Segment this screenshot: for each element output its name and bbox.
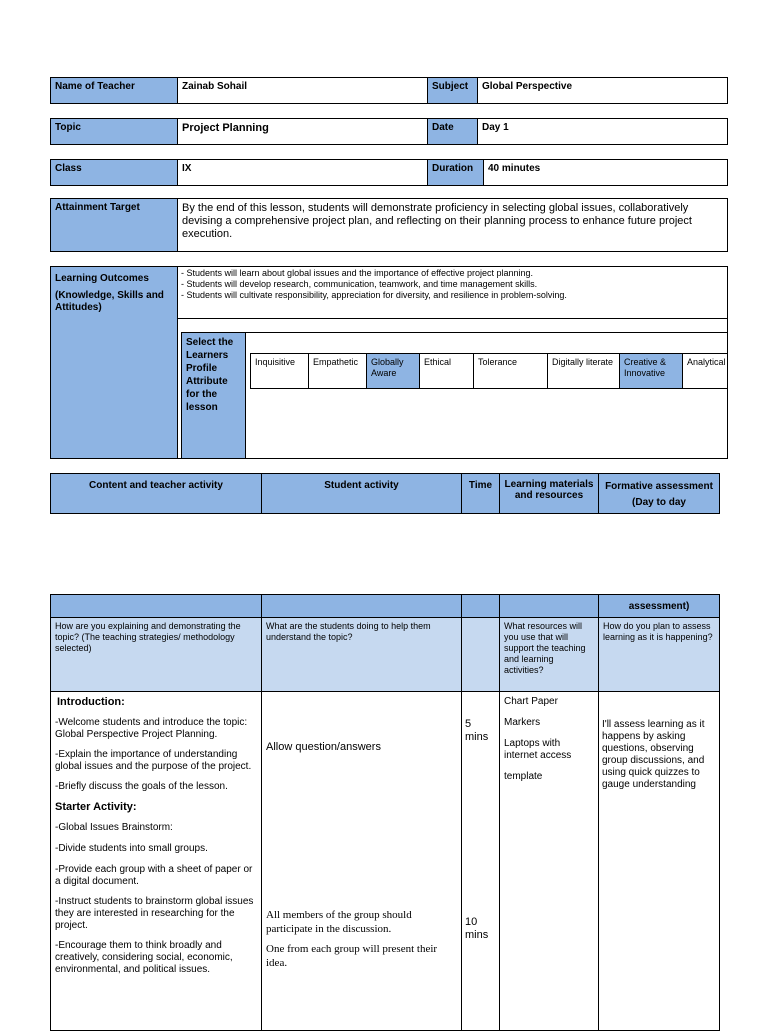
material-item: template — [504, 771, 543, 782]
starter-heading: Starter Activity: — [55, 801, 137, 813]
attr-tolerance[interactable]: Tolerance — [473, 353, 548, 389]
attr-empathetic[interactable]: Empathetic — [308, 353, 367, 389]
teacher-label: Name of Teacher — [50, 77, 178, 104]
intro-item: -Welcome students and introduce the topic: Global Perspective Project Planning. — [55, 717, 248, 740]
starter-item: -Instruct students to brainstorm global issues they are interested in researching for the project. — [55, 896, 254, 931]
intro-heading: Introduction: — [57, 696, 125, 708]
cont-header-student — [261, 594, 462, 618]
outcomes-divider — [177, 318, 728, 319]
col-header-content: Content and teacher activity — [50, 473, 262, 514]
guide-formative: How do you plan to assess learning as it is happening? — [598, 617, 720, 692]
outcomes-sublabel: (Knowledge, Skills and Attitudes) — [55, 290, 164, 313]
attr-analytical[interactable]: Analytical — [682, 353, 728, 389]
duration-value: 40 minutes — [483, 159, 728, 186]
teacher-name: Zainab Sohail — [177, 77, 428, 104]
date-label: Date — [427, 118, 478, 145]
col-header-student: Student activity — [261, 473, 462, 514]
guide-content: How are you explaining and demonstrating the topic? (The teaching strategies/ methodology selected) — [50, 617, 262, 692]
time-starter: 10 mins — [465, 916, 489, 941]
cont-header-formative: assessment) — [598, 594, 720, 618]
attr-ethical[interactable]: Ethical — [419, 353, 474, 389]
lesson-content — [55, 696, 258, 976]
student-starter-item: One from each group will present their idea. — [266, 943, 438, 969]
outcomes-label: Learning Outcomes — [55, 273, 149, 284]
attr-creative-innovative[interactable]: Creative & Innovative — [619, 353, 683, 389]
col-header-time: Time — [461, 473, 500, 514]
starter-item: -Encourage them to think broadly and creatively, considering social, economic, environmental, and political issues. — [55, 940, 233, 975]
attr-digitally-literate[interactable]: Digitally literate — [547, 353, 620, 389]
guide-student: What are the students doing to help them understand the topic? — [261, 617, 462, 692]
attainment-label: Attainment Target — [50, 198, 178, 252]
starter-item: -Provide each group with a sheet of paper or a digital document. — [55, 864, 253, 887]
intro-item: -Briefly discuss the goals of the lesson. — [55, 781, 228, 792]
outcome-item: - Students will cultivate responsibility, appreciation for diversity, and resilience in problem-solving. — [181, 290, 567, 300]
topic-value: Project Planning — [177, 118, 428, 145]
topic-label: Topic — [50, 118, 178, 145]
class-value: IX — [177, 159, 428, 186]
material-item: Chart Paper — [504, 696, 558, 707]
material-item: Markers — [504, 717, 541, 728]
student-intro: Allow question/answers — [266, 741, 381, 753]
attainment-text: By the end of this lesson, students will demonstrate proficiency in selecting global issues, collaboratively devising a comprehensive project plan, and reflecting on their planning process to enhance future project execution. — [177, 198, 728, 252]
col-header-materials: Learning materials and resources — [499, 473, 599, 514]
guide-materials: What resources will you use that will support the teaching and learning activities? — [499, 617, 599, 692]
time-intro: 5 mins — [465, 718, 489, 743]
cont-header-content — [50, 594, 262, 618]
subject-value: Global Perspective — [477, 77, 728, 104]
formative-text: I'll assess learning as it happens by asking questions, observing group discussions, and using quick quizzes to gauge understanding — [602, 719, 705, 790]
outcome-item: - Students will learn about global issues and the importance of effective project planning. — [181, 268, 534, 278]
outcomes-list — [181, 268, 726, 301]
student-starter-item: All members of the group should participate in the discussion. — [266, 909, 412, 935]
cont-header-materials — [499, 594, 599, 618]
cont-header-time — [461, 594, 500, 618]
duration-label: Duration — [427, 159, 484, 186]
outcome-item: - Students will develop research, communication, teamwork, and time management skills. — [181, 279, 538, 289]
profile-label: Select the Learners Profile Attribute for the lesson — [181, 332, 246, 459]
materials-list — [504, 696, 596, 783]
class-label: Class — [50, 159, 178, 186]
material-item: Laptops with internet access — [504, 738, 572, 761]
guide-time — [461, 617, 500, 692]
starter-item: -Divide students into small groups. — [55, 843, 208, 854]
subject-label: Subject — [427, 77, 478, 104]
intro-item: -Explain the importance of understanding global issues and the purpose of the project. — [55, 749, 252, 772]
col-header-formative: Formative assessment (Day to day — [598, 473, 720, 514]
date-value: Day 1 — [477, 118, 728, 145]
attr-inquisitive[interactable]: Inquisitive — [250, 353, 309, 389]
attr-globally-aware[interactable]: Globally Aware — [366, 353, 420, 389]
outcomes-label-cell — [50, 266, 178, 459]
starter-item: -Global Issues Brainstorm: — [55, 822, 173, 833]
student-starter — [266, 908, 458, 970]
profile-top-line — [245, 332, 728, 333]
